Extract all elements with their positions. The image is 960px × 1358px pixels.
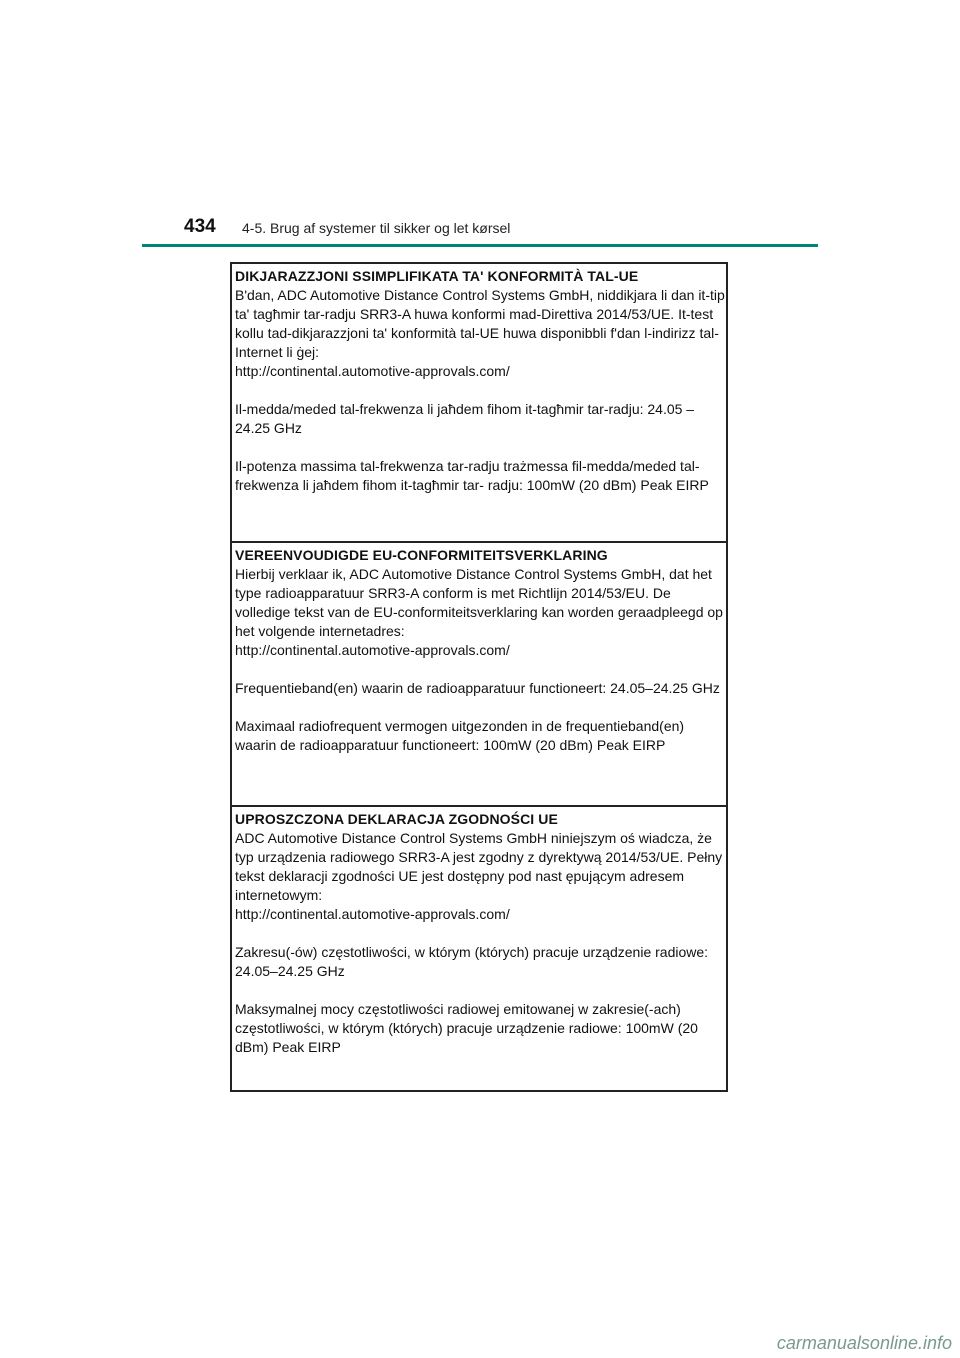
watermark: carmanualsonline.info — [776, 1333, 952, 1353]
declarations-table — [230, 262, 728, 1092]
declaration-url: http://continental.automotive-approvals.com/ — [235, 906, 510, 922]
section-title: 4-5. Brug af systemer til sikker og let kørsel — [242, 220, 511, 236]
declaration-dutch — [232, 541, 728, 805]
declaration-power: Maksymalnej mocy częstotliwości radiowej emitowanej w zakresie(-ach) częstotliwości, w którym (których) pracuje urządzenie radiowe: 100mW (20 dBm) Peak EIRP — [235, 1001, 698, 1055]
declaration-power: Maximaal radiofrequent vermogen uitgezonden in de frequentieband(en) waarin de radioapparatuur functioneert: 100mW (20 dBm) Peak EIRP — [235, 718, 685, 753]
declaration-frequency: Frequentieband(en) waarin de radioapparatuur functioneert: 24.05–24.25 GHz — [235, 680, 720, 696]
declaration-title: DIKJARAZZJONI SSIMPLIFIKATA TA' KONFORMITÀ TAL-UE — [235, 268, 639, 284]
declaration-body: Hierbij verklaar ik, ADC Automotive Distance Control Systems GmbH, dat het type radioapparatuur SRR3-A conform is met Richtlijn 2014/53/EU. De volledige tekst van de EU-conformiteitsverklaring kan worden geraadpleegd op het volgende internetadres: — [235, 566, 723, 639]
header-rule — [142, 244, 818, 247]
declaration-frequency: Il-medda/meded tal-frekwenza li jaħdem fihom it-tagħmir tar-radju: 24.05 –24.25 GHz — [235, 401, 695, 436]
declaration-body: B'dan, ADC Automotive Distance Control Systems GmbH, niddikjara li dan it-tip ta' tagħmir tar-radju SRR3-A huwa konformi mad-Direttiva 2014/53/UE. It-test kollu tad-dikjarazzjoni ta' konformità tal-UE huwa disponibbli f'dan l-indirizz tal-Internet li ġej: — [235, 287, 725, 360]
declaration-body: ADC Automotive Distance Control Systems GmbH niniejszym oś wiadcza, że typ urządzenia radiowego SRR3-A jest zgodny z dyrektywą 2014/53/UE. Pełny tekst deklaracji zgodności UE jest dostępny pod nast ępującym adresem internetowym: — [235, 830, 723, 903]
declaration-url: http://continental.automotive-approvals.com/ — [235, 642, 510, 658]
declaration-title: UPROSZCZONA DEKLARACJA ZGODNOŚCI UE — [235, 811, 558, 827]
declaration-power: Il-potenza massima tal-frekwenza tar-radju trażmessa fil-medda/meded tal-frekwenza li jaħdem fihom it-tagħmir tar- radju: 100mW (20 dBm) Peak EIRP — [235, 458, 709, 493]
page-number: 434 — [184, 216, 216, 237]
declaration-polish — [232, 805, 728, 1092]
declaration-frequency: Zakresu(-ów) częstotliwości, w którym (których) pracuje urządzenie radiowe: 24.05–24.25 GHz — [235, 944, 709, 979]
declaration-url: http://continental.automotive-approvals.com/ — [235, 363, 510, 379]
declaration-title: VEREENVOUDIGDE EU-CONFORMITEITSVERKLARING — [235, 547, 608, 563]
declaration-maltese — [232, 264, 728, 541]
page-header — [142, 210, 818, 246]
